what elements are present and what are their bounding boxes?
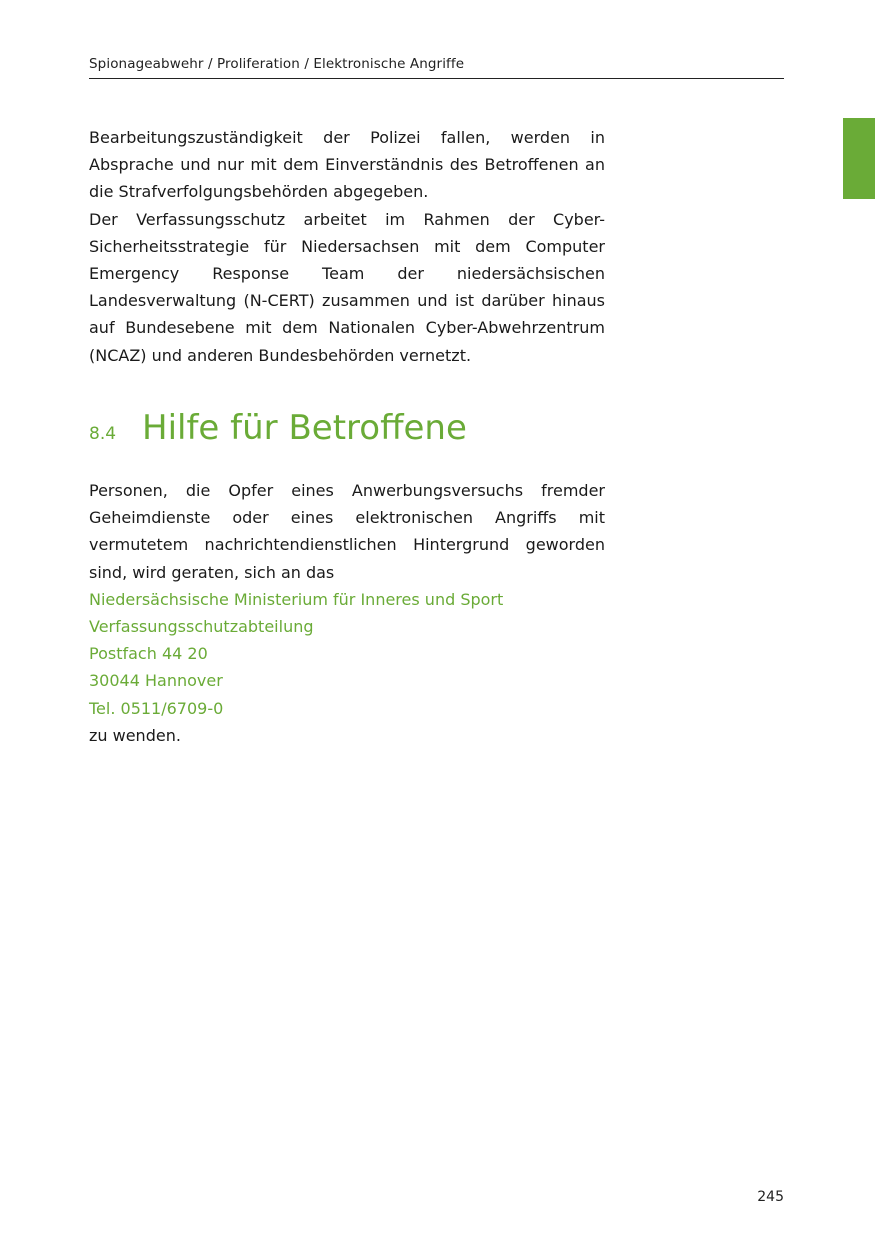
address-department: Verfassungsschutzabteilung (89, 617, 314, 637)
paragraph-closing: zu wenden. (89, 725, 181, 745)
paragraph-cyber-security: Der Verfassungsschutz arbeitet im Rahmen der Cyber-Sicherheitsstrategie für Niedersachsen mit dem Computer Emergency Response Team der niedersächsischen Landesverwaltung (N-CERT) zusammen und ist darüber hinaus auf Bundesebene mit dem Nationalen Cyber-Abwehrzentrum (NCAZ) und anderen Bundesbehörden vernetzt. (89, 209, 605, 365)
top-text-block (89, 124, 605, 369)
section-heading (89, 408, 467, 456)
paragraph-victims-advice: Personen, die Opfer eines Anwerbungsversuchs fremder Geheimdienste oder eines elektronischen Angriffs mit vermutetem nachrichtendienstlichen Hintergrund geworden sind, wird geraten, sich an das (89, 481, 605, 582)
address-city: 30044 Hannover (89, 671, 223, 691)
running-header (89, 56, 784, 79)
section-title: Hilfe für Betroffene (142, 408, 467, 448)
paragraph-police-responsibility: Bearbeitungszuständigkeit der Polizei fallen, werden in Absprache und nur mit dem Einverständnis des Betroffenen an die Strafverfolgungsbehörden abgegeben. (89, 128, 605, 202)
running-header-title: Spionageabwehr / Proliferation / Elektronische Angriffe (89, 56, 465, 72)
address-ministry: Niedersächsische Ministerium für Inneres und Sport (89, 589, 504, 609)
section-number: 8.4 (89, 424, 117, 444)
address-postbox: Postfach 44 20 (89, 644, 208, 664)
section-text-block (89, 477, 605, 749)
chapter-tab-marker (843, 118, 875, 199)
page-number: 245 (757, 1189, 784, 1205)
address-phone: Tel. 0511/6709-0 (89, 698, 224, 718)
contact-address (89, 586, 605, 722)
